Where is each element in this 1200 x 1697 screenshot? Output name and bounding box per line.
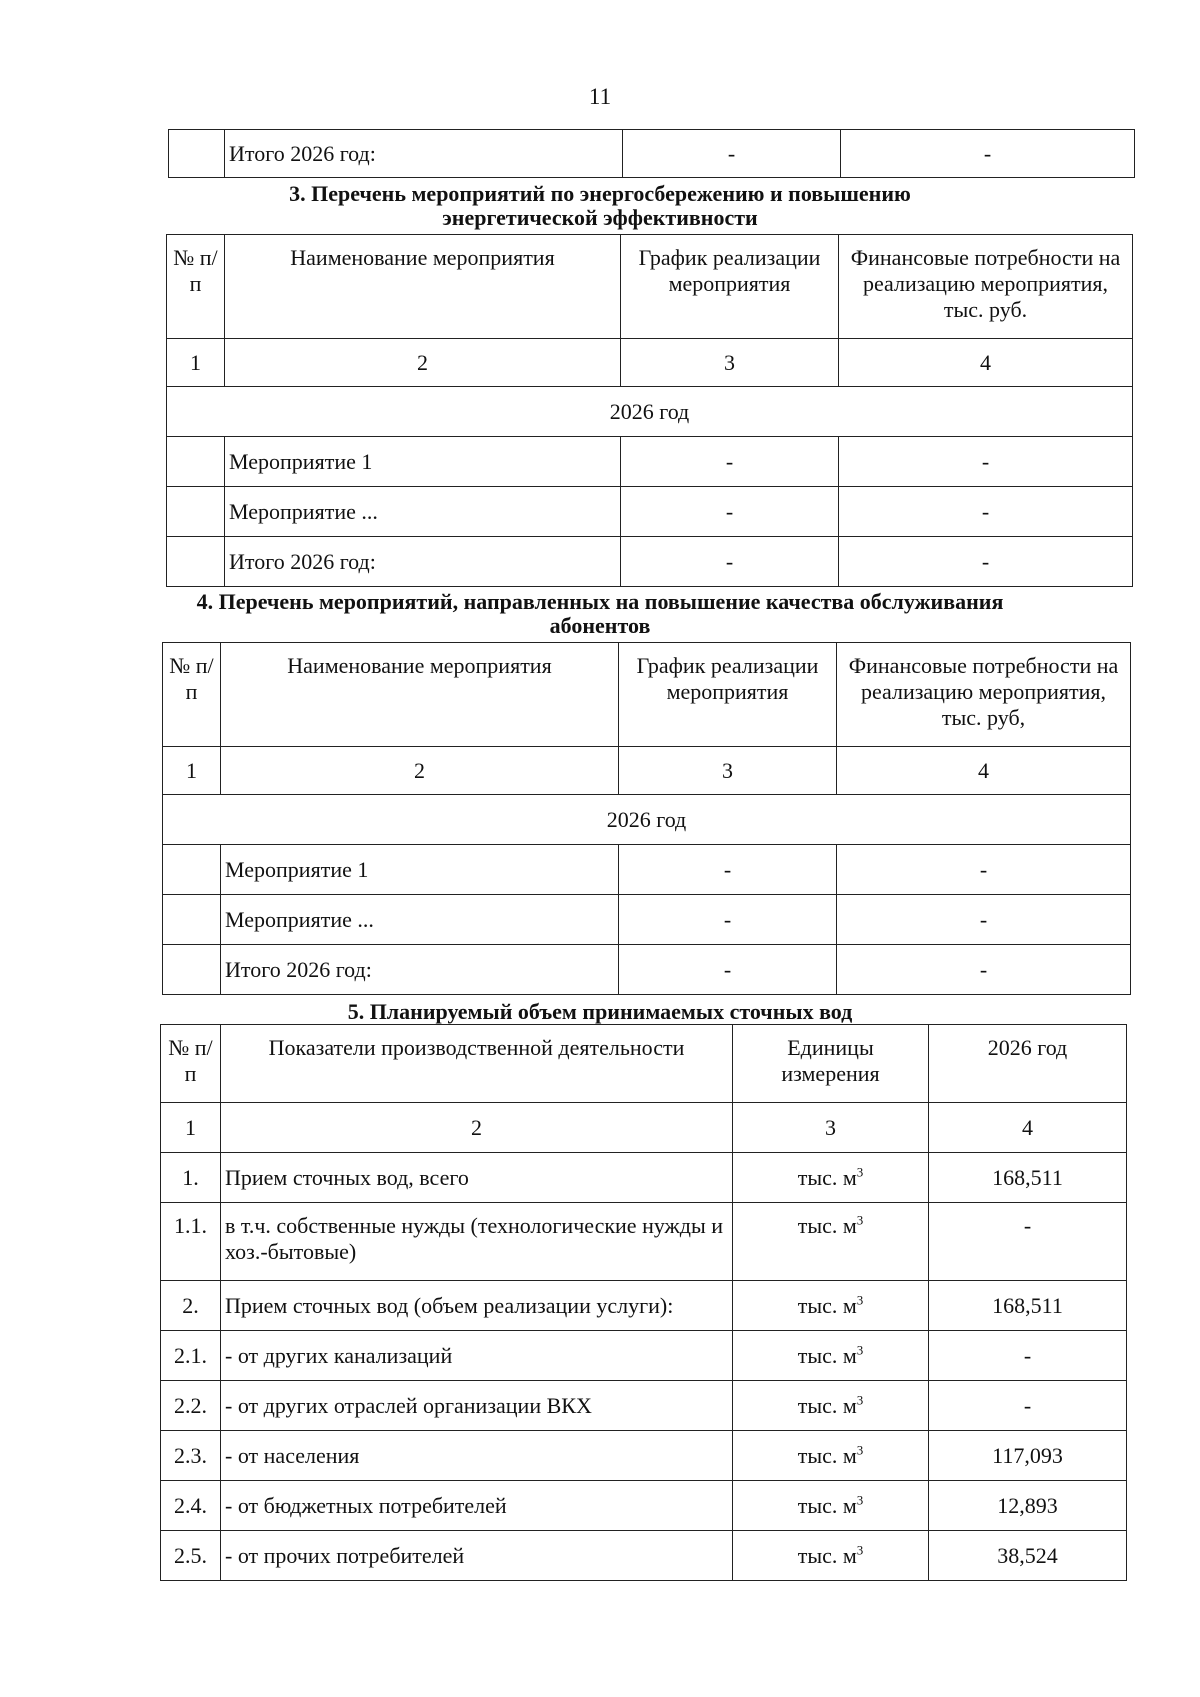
row-name: - от других канализаций bbox=[221, 1331, 733, 1381]
row-name: Мероприятие 1 bbox=[225, 437, 621, 487]
year-row bbox=[163, 795, 1131, 845]
row-schedule: - bbox=[619, 945, 837, 995]
header-finance: Финансовые потребности на реализацию мероприятия, тыс. руб, bbox=[837, 643, 1131, 747]
table-row bbox=[161, 1153, 1127, 1203]
row-unit: тыс. $м^3$ bbox=[733, 1153, 929, 1203]
section3-table bbox=[166, 234, 1133, 587]
header-unit: Единицы измерения bbox=[733, 1025, 929, 1103]
row-finance: - bbox=[837, 945, 1131, 995]
header-num: № п/п bbox=[167, 235, 225, 339]
table-header-row bbox=[167, 235, 1133, 339]
colnum-4: 4 bbox=[837, 747, 1131, 795]
year-row bbox=[167, 387, 1133, 437]
table-row bbox=[161, 1381, 1127, 1431]
table-row bbox=[161, 1281, 1127, 1331]
row-schedule: - bbox=[619, 895, 837, 945]
row-name: Мероприятие 1 bbox=[221, 845, 619, 895]
row-num: 1. bbox=[161, 1153, 221, 1203]
row-name: - от других отраслей организации ВКХ bbox=[221, 1381, 733, 1431]
empty-cell bbox=[167, 487, 225, 537]
table-row bbox=[167, 437, 1133, 487]
row-value: - bbox=[929, 1381, 1127, 1431]
colnum-3: 3 bbox=[619, 747, 837, 795]
colnum-3: 3 bbox=[621, 339, 839, 387]
total-label: Итого 2026 год: bbox=[225, 130, 623, 178]
row-finance: - bbox=[837, 895, 1131, 945]
row-value: 12,893 bbox=[929, 1481, 1127, 1531]
header-schedule: График реализации мероприятия bbox=[619, 643, 837, 747]
table-row bbox=[161, 1431, 1127, 1481]
row-unit: тыс. $м^3$ bbox=[733, 1331, 929, 1381]
row-unit: тыс. $м^3$ bbox=[733, 1203, 929, 1281]
total-schedule: - bbox=[623, 130, 841, 178]
top-total-table bbox=[168, 129, 1135, 178]
colnum-2: 2 bbox=[221, 747, 619, 795]
row-num: 1.1. bbox=[161, 1203, 221, 1281]
table-row bbox=[167, 537, 1133, 587]
section4-title: 4. Перечень мероприятий, направленных на повышение качества обслуживания абонентов bbox=[196, 589, 1004, 638]
row-name: Прием сточных вод (объем реализации услуги): bbox=[221, 1281, 733, 1331]
colnum-1: 1 bbox=[163, 747, 221, 795]
row-name: Прием сточных вод, всего bbox=[221, 1153, 733, 1203]
table-row bbox=[161, 1531, 1127, 1581]
row-value: 168,511 bbox=[929, 1153, 1127, 1203]
table-header-row bbox=[161, 1025, 1127, 1103]
row-value: 38,524 bbox=[929, 1531, 1127, 1581]
section5-table bbox=[160, 1024, 1127, 1581]
total-finance: - bbox=[841, 130, 1135, 178]
row-name: в т.ч. собственные нужды (технологические нужды и хоз.-бытовые) bbox=[221, 1203, 733, 1281]
row-num: 2.5. bbox=[161, 1531, 221, 1581]
empty-cell bbox=[163, 945, 221, 995]
colnum-4: 4 bbox=[929, 1103, 1127, 1153]
row-name: Итого 2026 год: bbox=[221, 945, 619, 995]
row-schedule: - bbox=[619, 845, 837, 895]
table-row bbox=[163, 945, 1131, 995]
empty-cell bbox=[163, 895, 221, 945]
empty-cell bbox=[163, 845, 221, 895]
row-num: 2.4. bbox=[161, 1481, 221, 1531]
table-row bbox=[167, 487, 1133, 537]
column-number-row bbox=[163, 747, 1131, 795]
row-unit: тыс. $м^3$ bbox=[733, 1381, 929, 1431]
row-value: - bbox=[929, 1203, 1127, 1281]
row-name: Мероприятие ... bbox=[225, 487, 621, 537]
row-unit: тыс. $м^3$ bbox=[733, 1531, 929, 1581]
row-num: 2.3. bbox=[161, 1431, 221, 1481]
table-header-row bbox=[163, 643, 1131, 747]
section5-title: 5. Планируемый объем принимаемых сточных вод bbox=[347, 999, 853, 1024]
header-num: № п/п bbox=[163, 643, 221, 747]
row-name: - от населения bbox=[221, 1431, 733, 1481]
row-name: Мероприятие ... bbox=[221, 895, 619, 945]
header-schedule: График реализации мероприятия bbox=[621, 235, 839, 339]
colnum-3: 3 bbox=[733, 1103, 929, 1153]
row-schedule: - bbox=[621, 537, 839, 587]
row-unit: тыс. $м^3$ bbox=[733, 1281, 929, 1331]
row-value: - bbox=[929, 1331, 1127, 1381]
row-unit: тыс. $м^3$ bbox=[733, 1481, 929, 1531]
row-num: 2.2. bbox=[161, 1381, 221, 1431]
row-num: 2. bbox=[161, 1281, 221, 1331]
column-number-row bbox=[167, 339, 1133, 387]
row-finance: - bbox=[839, 437, 1133, 487]
table-row bbox=[161, 1481, 1127, 1531]
colnum-2: 2 bbox=[221, 1103, 733, 1153]
header-finance: Финансовые потребности на реализацию мероприятия, тыс. руб. bbox=[839, 235, 1133, 339]
row-name: - от прочих потребителей bbox=[221, 1531, 733, 1581]
empty-cell bbox=[167, 537, 225, 587]
year-label: 2026 год bbox=[167, 387, 1133, 437]
header-indicator: Показатели производственной деятельности bbox=[221, 1025, 733, 1103]
row-value: 117,093 bbox=[929, 1431, 1127, 1481]
row-unit: тыс. $м^3$ bbox=[733, 1431, 929, 1481]
row-schedule: - bbox=[621, 437, 839, 487]
year-label: 2026 год bbox=[163, 795, 1131, 845]
row-value: 168,511 bbox=[929, 1281, 1127, 1331]
table-row bbox=[161, 1203, 1127, 1281]
row-name: Итого 2026 год: bbox=[225, 537, 621, 587]
table-row bbox=[163, 845, 1131, 895]
row-finance: - bbox=[839, 537, 1133, 587]
table-row bbox=[163, 895, 1131, 945]
header-num: № п/п bbox=[161, 1025, 221, 1103]
colnum-4: 4 bbox=[839, 339, 1133, 387]
colnum-1: 1 bbox=[161, 1103, 221, 1153]
header-year: 2026 год bbox=[929, 1025, 1127, 1103]
column-number-row bbox=[161, 1103, 1127, 1153]
row-schedule: - bbox=[621, 487, 839, 537]
section4-table bbox=[162, 642, 1131, 995]
page-number: 11 bbox=[588, 84, 612, 109]
row-num: 2.1. bbox=[161, 1331, 221, 1381]
row-name: - от бюджетных потребителей bbox=[221, 1481, 733, 1531]
row-finance: - bbox=[839, 487, 1133, 537]
section3-title: 3. Перечень мероприятий по энергосбережению и повышению энергетической эффективности bbox=[289, 181, 911, 230]
table-row bbox=[161, 1331, 1127, 1381]
empty-cell bbox=[169, 130, 225, 178]
header-name: Наименование мероприятия bbox=[221, 643, 619, 747]
colnum-2: 2 bbox=[225, 339, 621, 387]
row-finance: - bbox=[837, 845, 1131, 895]
empty-cell bbox=[167, 437, 225, 487]
colnum-1: 1 bbox=[167, 339, 225, 387]
header-name: Наименование мероприятия bbox=[225, 235, 621, 339]
